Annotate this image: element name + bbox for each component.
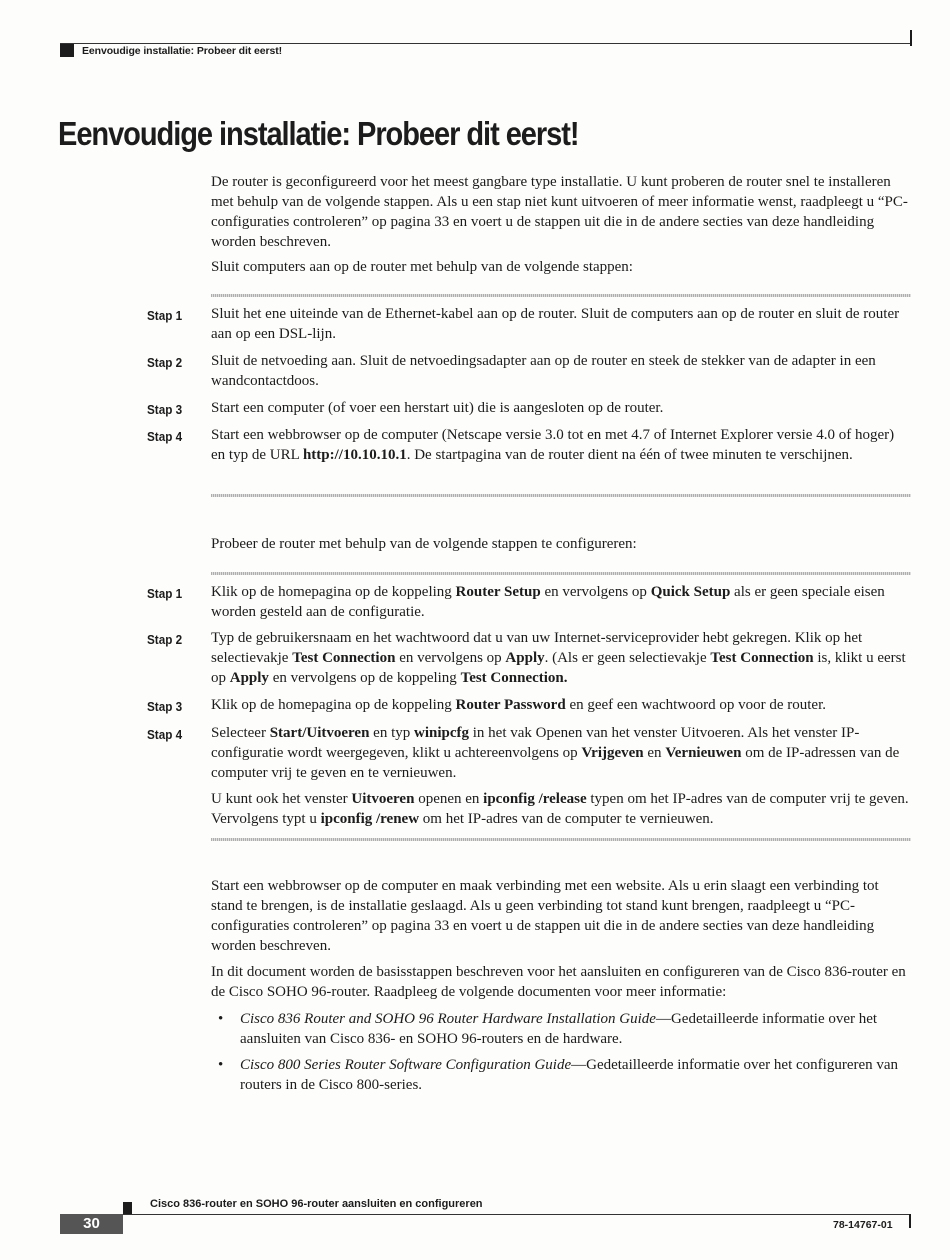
italic-title: Cisco 800 Series Router Software Configuration Guide	[240, 1057, 572, 1073]
bold-term: Vrijgeven	[581, 745, 644, 761]
step-label: Stap 2	[147, 632, 183, 647]
header-rule	[60, 43, 912, 44]
text-run: om het IP-adres van de computer te vernieuwen.	[419, 811, 714, 827]
bold-term: Quick Setup	[650, 584, 731, 600]
step-text	[211, 351, 911, 391]
bold-term: Apply	[229, 670, 269, 686]
page-title: Eenvoudige installatie: Probeer dit eerst!	[58, 115, 579, 152]
section-separator	[211, 294, 911, 297]
text-run: . De startpagina van de router dient na één of twee minuten te verschijnen.	[406, 447, 853, 463]
step-text	[211, 695, 911, 715]
bullet-item	[240, 1055, 910, 1095]
step-label: Stap 4	[147, 429, 183, 444]
text-run: in het vak Openen van het venster Uitvoeren. Als het venster IP-configuratie wordt weergegeven, klikt u achtereenvolgens op	[211, 725, 860, 761]
text-run: Sluit het ene uiteinde van de Ethernet-kabel aan op de router. Sluit de computers aan op de router en sluit de router aan op een DSL-lijn.	[211, 306, 900, 342]
section-separator	[211, 494, 911, 497]
step-label: Stap 4	[147, 727, 183, 742]
step-label: Stap 3	[147, 402, 183, 417]
text-run: om de IP-adressen van de computer vrij te geven en te vernieuwen.	[211, 745, 900, 781]
bold-term: Test Connection	[710, 650, 814, 666]
bold-term: Uitvoeren	[351, 791, 415, 807]
header-tick	[910, 30, 912, 46]
footer-rule	[123, 1214, 910, 1215]
bold-term: Vernieuwen	[665, 745, 742, 761]
text-run: Start een computer (of voer een herstart uit) die is aangesloten op de router.	[211, 400, 664, 416]
text-run: Sluit de netvoeding aan. Sluit de netvoedingsadapter aan op de router en steek de stekker van de adapter in een wandcontactdoos.	[211, 353, 876, 389]
text-run: . (Als er geen selectievakje	[544, 650, 711, 666]
bold-term: ipconfig /release	[483, 791, 587, 807]
text-run: en	[643, 745, 666, 761]
text-run: —Gedetailleerde informatie over het configureren van routers in de Cisco 800-series.	[240, 1057, 899, 1093]
footer-book-title: Cisco 836-router en SOHO 96-router aansluiten en configureren	[150, 1198, 483, 1210]
bold-term: Test Connection	[292, 650, 396, 666]
step-text	[211, 628, 911, 688]
bold-term: Router Setup	[455, 584, 541, 600]
footer-tick	[909, 1214, 911, 1228]
closing-paragraph-2: In dit document worden de basisstappen beschreven voor het aansluiten en configureren van de Cisco 836-router en de Cisco SOHO 96-router. Raadpleeg de volgende documenten voor meer informatie:	[211, 964, 906, 1000]
text-run: typen om het IP-adres van de computer vrij te geven. Vervolgens typt u	[211, 791, 909, 827]
text-run: openen en	[414, 791, 484, 807]
bold-term: Apply	[505, 650, 545, 666]
text-run: Typ de gebruikersnaam en het wachtwoord dat u van uw Internet-serviceprovider hebt gekregen. Klik op het selectievakje	[211, 630, 863, 666]
step-label: Stap 1	[147, 586, 183, 601]
intro-paragraph-2: Sluit computers aan op de router met behulp van de volgende stappen:	[211, 259, 633, 275]
text-run: Klik op de homepagina op de koppeling	[211, 697, 456, 713]
text-run: Selecteer	[211, 725, 270, 741]
text-run: Klik op de homepagina op de koppeling	[211, 584, 456, 600]
step-label: Stap 3	[147, 699, 183, 714]
section-separator	[211, 838, 911, 841]
step-text	[211, 723, 911, 783]
bold-term: winipcfg	[414, 725, 470, 741]
step-label: Stap 1	[147, 308, 183, 323]
header-marker	[60, 44, 74, 57]
text-run: als er geen speciale eisen worden gesteld aan de configuratie.	[211, 584, 885, 620]
intro-paragraph-1: De router is geconfigureerd voor het meest gangbare type installatie. U kunt proberen de router snel te installeren met behulp van de volgende stappen. Als u een stap niet kunt uitvoeren of meer informatie wenst, raadpleegt u “PC-configuraties controleren” op pagina 33 en voert u de stappen uit die in de andere secties van deze handleiding worden beschreven.	[211, 174, 908, 250]
text-run: en geef een wachtwoord op voor de router.	[565, 697, 827, 713]
bold-term: Router Password	[455, 697, 566, 713]
bold-term: http://10.10.10.1	[302, 447, 407, 463]
closing-paragraph-1: Start een webbrowser op de computer en maak verbinding met een website. Als u erin slaagt een verbinding tot stand te brengen, is de installatie geslaagd. Als u geen verbinding tot stand kunt brengen, raadpleegt u “PC-configuraties controleren” op pagina 33 en voert u de stappen uit die in de andere secties van deze handleiding worden beschreven.	[211, 878, 879, 954]
text-run: en vervolgens op	[540, 584, 651, 600]
italic-title: Cisco 836 Router and SOHO 96 Router Hardware Installation Guide	[240, 1011, 656, 1027]
bullet-marker: •	[218, 1057, 224, 1073]
bold-term: Test Connection.	[460, 670, 568, 686]
step-text	[211, 398, 911, 418]
step-text	[211, 582, 911, 622]
text-run: en vervolgens op	[395, 650, 506, 666]
page-number: 30	[60, 1214, 123, 1234]
footer-marker	[123, 1202, 132, 1214]
configure-intro: Probeer de router met behulp van de volgende stappen te configureren:	[211, 536, 637, 552]
running-header: Eenvoudige installatie: Probeer dit eerst!	[82, 45, 283, 57]
text-run: en typ	[369, 725, 414, 741]
text-run: U kunt ook het venster	[211, 791, 352, 807]
document-number: 78-14767-01	[833, 1219, 893, 1231]
section-separator	[211, 572, 911, 575]
step-4-extra	[211, 789, 911, 829]
text-run: en vervolgens op de koppeling	[268, 670, 461, 686]
bold-term: Start/Uitvoeren	[269, 725, 370, 741]
text-run: is, klikt u eerst op	[211, 650, 906, 686]
step-label: Stap 2	[147, 355, 183, 370]
text-run: Start een webbrowser op de computer (Netscape versie 3.0 tot en met 4.7 of Internet Explorer versie 4.0 of hoger) en typ de URL	[211, 427, 895, 463]
text-run: —Gedetailleerde informatie over het aansluiten van Cisco 836- en SOHO 96-routers en de hardware.	[240, 1011, 878, 1047]
bold-term: ipconfig /renew	[320, 811, 420, 827]
step-text	[211, 304, 911, 344]
bullet-marker: •	[218, 1011, 224, 1027]
bullet-item	[240, 1009, 910, 1049]
step-text	[211, 425, 911, 465]
